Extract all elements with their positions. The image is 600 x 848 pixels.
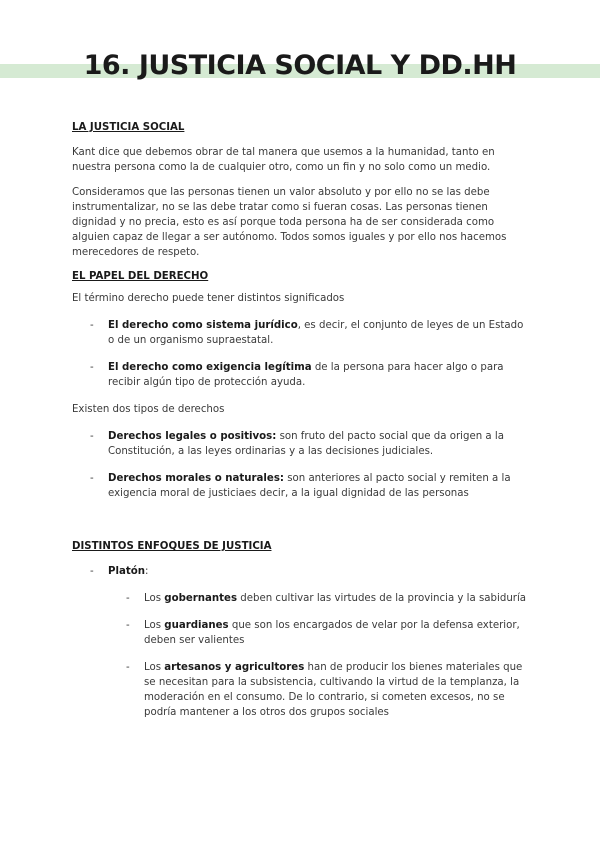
definition-gobernantes: deben cultivar las virtudes de la provincia y la sabiduría [237, 593, 527, 604]
section-heading-enfoques-justicia: DISTINTOS ENFOQUES DE JUSTICIA [72, 541, 272, 552]
bullet-dash: - [90, 473, 94, 484]
bullet-dash: - [90, 431, 94, 442]
paragraph-tipos-derechos: Existen dos tipos de derechos [72, 404, 225, 415]
definition-guardianes: que son los encargados de velar por la defensa exterior, deben ser valientes [144, 620, 520, 646]
term-gobernantes: gobernantes [164, 593, 238, 604]
list-item-platon [72, 564, 532, 579]
definition-sistema-juridico: , es decir, el conjunto de leyes de un Estado o de un organismo supraestatal. [108, 320, 524, 346]
section-heading-papel-derecho: EL PAPEL DEL DERECHO [72, 271, 209, 282]
sub-list-item-guardianes [72, 618, 532, 648]
page-title: 16. JUSTICIA SOCIAL Y DD.HH [83, 50, 517, 81]
paragraph-termino-derecho: El término derecho puede tener distintos significados [72, 293, 345, 304]
term-platon: Platón [108, 566, 145, 577]
term-derechos-legales: Derechos legales o positivos: [108, 431, 277, 442]
term-exigencia-legitima: El derecho como exigencia legítima [108, 362, 312, 373]
term-artesanos-agricultores: artesanos y agricultores [164, 662, 305, 673]
bullet-dash: - [90, 320, 94, 331]
prefix-los: Los [144, 662, 165, 673]
term-sistema-juridico: El derecho como sistema jurídico [108, 320, 298, 331]
paragraph-kant: Kant dice que debemos obrar de tal manera que usemos a la humanidad, tanto en nuestra persona como la de cualquier otro, como un fin y no solo como un medio. [72, 147, 495, 173]
bullet-dash: - [126, 662, 130, 673]
bullet-dash: - [90, 566, 94, 577]
prefix-los: Los [144, 620, 165, 631]
term-guardianes: guardianes [164, 620, 229, 631]
list-item-exigencia-legitima [72, 360, 532, 390]
definition-derechos-morales: son anteriores al pacto social y remiten a la exigencia moral de justiciaes decir, a la igual dignidad de las personas [108, 473, 511, 499]
bullet-dash: - [90, 362, 94, 373]
paragraph-valor-absoluto: Consideramos que las personas tienen un valor absoluto y por ello no se las debe instrumentalizar, no se las debe tratar como si fueran cosas. Las personas tienen dignidad y no precia, esto es así porque toda persona ha de ser considerada como alguien capaz de llegar a ser autónomo. Todos somos iguales y por ello nos hacemos merecedores de respeto. [72, 187, 507, 258]
bullet-dash: - [126, 593, 130, 604]
sub-list-item-gobernantes [72, 591, 532, 606]
section-heading-justicia-social: LA JUSTICIA SOCIAL [72, 122, 185, 133]
prefix-los: Los [144, 593, 165, 604]
list-item-derechos-legales [72, 429, 532, 459]
list-item-sistema-juridico [72, 318, 532, 348]
sub-list-item-artesanos [72, 660, 532, 720]
definition-derechos-legales: son fruto del pacto social que da origen a la Constitución, a las leyes ordinarias y a las decisiones judiciales. [108, 431, 504, 457]
bullet-dash: - [126, 620, 130, 631]
document-body [72, 120, 532, 720]
definition-artesanos-agricultores: han de producir los bienes materiales que se necesitan para la subsistencia, cultivando la virtud de la templanza, la moderación en el consumo. De lo contrario, si cometen excesos, no se podría mantener a los otros dos grupos sociales [144, 662, 523, 718]
term-derechos-morales: Derechos morales o naturales: [108, 473, 284, 484]
definition-exigencia-legitima: de la persona para hacer algo o para recibir algún tipo de protección ayuda. [108, 362, 504, 388]
list-item-derechos-morales [72, 471, 532, 501]
platon-colon: : [144, 566, 149, 577]
